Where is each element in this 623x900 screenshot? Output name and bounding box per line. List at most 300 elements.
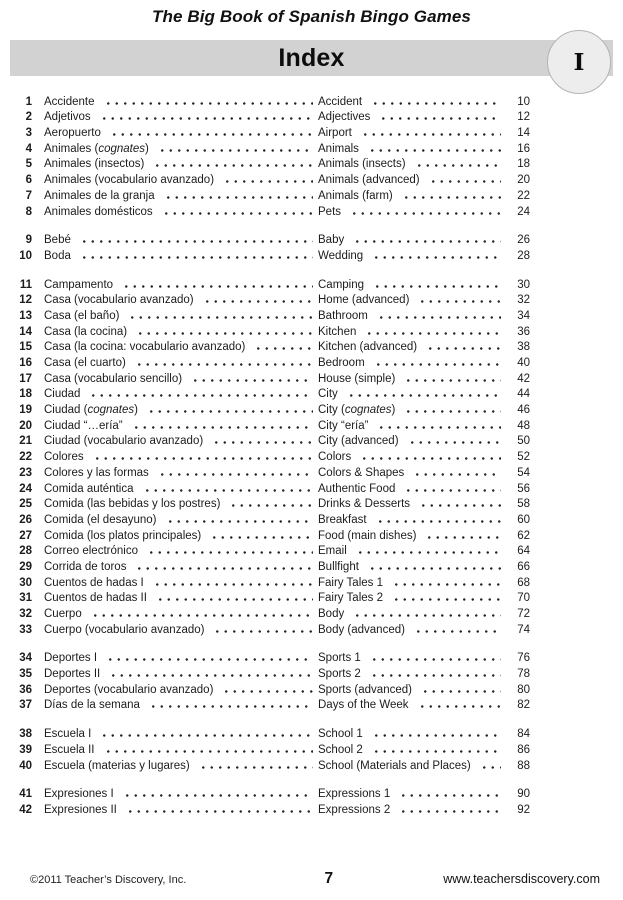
running-head-book-title: The Big Book of Spanish Bingo Games [152, 7, 471, 26]
dot-leader [126, 310, 313, 323]
index-row [0, 247, 623, 263]
entry-spanish-cell [44, 467, 318, 480]
index-row [0, 448, 623, 464]
entry-english-cell [318, 760, 506, 773]
entry-english-cell [318, 467, 506, 480]
entry-english-cell [318, 294, 506, 307]
index-row [0, 801, 623, 817]
dot-leader [377, 111, 501, 124]
dot-leader [156, 467, 313, 480]
entry-english-cell [318, 699, 506, 712]
entry-term-spanish: Ciudad (vocabulario avanzado) [44, 435, 204, 448]
entry-spanish-cell [44, 341, 318, 354]
entry-term-english: Animals (insects) [318, 158, 406, 171]
index-row [0, 339, 623, 355]
entry-term-english: Days of the Week [318, 699, 409, 712]
entry-page-number: 26 [517, 234, 530, 247]
entry-term-spanish: Aeropuerto [44, 127, 101, 140]
dot-leader [108, 127, 313, 140]
entry-term-spanish: Deportes II [44, 668, 101, 681]
entry-spanish-cell [44, 326, 318, 339]
entry-spanish-cell [44, 250, 318, 263]
entry-term-spanish: Animales domésticos [44, 205, 153, 218]
entry-page-number: 20 [517, 174, 530, 187]
entry-english-cell [318, 561, 506, 574]
entry-spanish-cell [44, 545, 318, 558]
entry-number: 25 [19, 498, 32, 511]
entry-english-cell [318, 788, 506, 801]
entry-spanish-cell [44, 310, 318, 323]
entry-number: 17 [19, 372, 32, 385]
index-row [0, 276, 623, 292]
entry-english-cell [318, 158, 506, 171]
entry-spanish-cell [44, 592, 318, 605]
entry-term-spanish: Ciudad “…ería” [44, 419, 123, 432]
entry-spanish-cell [44, 451, 318, 464]
index-row [0, 741, 623, 757]
index-row [0, 417, 623, 433]
dot-leader [370, 250, 501, 263]
entry-term-english: Animals [318, 142, 359, 155]
entry-term-spanish: Expresiones II [44, 803, 117, 816]
entry-page-number: 38 [517, 341, 530, 354]
entry-number: 36 [19, 683, 32, 696]
entry-english-cell [318, 326, 506, 339]
entry-page-number: 44 [517, 388, 530, 401]
entry-english-cell [318, 420, 506, 433]
entry-term-spanish: Accidente [44, 95, 95, 108]
index-row [0, 109, 623, 125]
entry-spanish-cell [44, 483, 318, 496]
entry-number: 1 [25, 95, 32, 108]
entry-page-number: 10 [517, 95, 530, 108]
entry-spanish-cell [44, 668, 318, 681]
entry-english-cell [318, 234, 506, 247]
index-row [0, 433, 623, 449]
dot-leader [211, 624, 313, 637]
entry-english-cell [318, 652, 506, 665]
entry-number: 16 [19, 357, 32, 369]
index-row [0, 621, 623, 637]
entry-spanish-cell [44, 294, 318, 307]
entry-term-spanish: Colores y las formas [44, 466, 149, 479]
entry-term-english: Wedding [318, 249, 364, 262]
index-row [0, 650, 623, 666]
dot-leader [145, 404, 313, 417]
entry-page-number: 16 [517, 142, 530, 155]
entry-term-spanish: Expresiones I [44, 788, 114, 801]
entry-term-spanish: Cuentos de hadas I [44, 576, 144, 589]
entry-number: 11 [19, 278, 32, 291]
entry-page-number: 42 [517, 372, 530, 385]
entry-spanish-cell [44, 652, 318, 665]
dot-leader [162, 190, 313, 203]
entry-english-cell [318, 341, 506, 354]
entry-page-number: 28 [517, 249, 530, 262]
dot-leader [371, 279, 501, 292]
entry-english-cell [318, 143, 506, 156]
dot-leader [210, 435, 313, 448]
dot-leader [369, 96, 501, 109]
entry-term-english: Email [318, 545, 347, 558]
entry-term-spanish: Comida (los platos principales) [44, 529, 202, 542]
entry-term-english: City [318, 388, 338, 401]
index-row [0, 786, 623, 802]
entry-spanish-cell [44, 684, 318, 697]
entry-page-number: 86 [517, 743, 530, 756]
entry-number: 40 [19, 759, 32, 772]
entry-page-number: 80 [517, 683, 530, 696]
dot-leader [348, 206, 501, 219]
index-row [0, 93, 623, 109]
entry-spanish-cell [44, 127, 318, 140]
entry-page-number: 88 [517, 759, 530, 772]
entry-number: 13 [19, 309, 32, 322]
dot-leader [98, 728, 313, 741]
entry-english-cell [318, 577, 506, 590]
index-row [0, 543, 623, 559]
entry-term-spanish: Días de la semana [44, 699, 140, 712]
entry-term-english: Sports 2 [318, 668, 361, 681]
dot-leader [390, 577, 501, 590]
dot-leader [189, 373, 313, 386]
entry-term-english: School (Materials and Places) [318, 759, 471, 772]
dot-leader [368, 652, 501, 665]
entry-spanish-cell [44, 206, 318, 219]
dot-leader [406, 435, 501, 448]
entry-term-english: Animals (advanced) [318, 174, 420, 187]
entry-term-spanish: Boda [44, 249, 71, 262]
index-row [0, 401, 623, 417]
entry-term-english: Expressions 2 [318, 803, 391, 816]
entry-spanish-cell [44, 608, 318, 621]
entry-term-spanish: Correo electrónico [44, 545, 138, 558]
entry-term-english: Airport [318, 127, 352, 140]
dot-leader [78, 250, 313, 263]
entry-spanish-cell [44, 388, 318, 401]
entry-term-english: Fairy Tales 1 [318, 576, 383, 589]
entry-number: 21 [19, 435, 32, 448]
entry-term-spanish: Comida (las bebidas y los postres) [44, 498, 221, 511]
dot-leader [366, 561, 501, 574]
entry-english-cell [318, 483, 506, 496]
index-row [0, 370, 623, 386]
entry-term-spanish: Campamento [44, 278, 114, 291]
index-row [0, 527, 623, 543]
dot-leader [87, 388, 313, 401]
dot-leader [102, 96, 313, 109]
entry-term-spanish: Escuela (materias y lugares) [44, 759, 190, 772]
entry-english-cell [318, 804, 506, 817]
entry-page-number: 68 [517, 576, 530, 589]
entry-english-cell [318, 279, 506, 292]
entry-spanish-cell [44, 744, 318, 757]
index-row [0, 605, 623, 621]
entry-spanish-cell [44, 498, 318, 511]
entry-term-spanish: Cuerpo (vocabulario avanzado) [44, 623, 205, 636]
entry-english-cell [318, 498, 506, 511]
entry-term-spanish: Casa (vocabulario sencillo) [44, 372, 183, 385]
entry-term-spanish: Deportes (vocabulario avanzado) [44, 683, 214, 696]
entry-page-number: 84 [517, 728, 530, 741]
entry-spanish-cell [44, 111, 318, 124]
entry-english-cell [318, 435, 506, 448]
dot-leader [402, 404, 501, 417]
entry-number: 39 [19, 743, 32, 756]
index-row [0, 140, 623, 156]
index-group [0, 276, 623, 637]
index-row [0, 323, 623, 339]
index-row [0, 725, 623, 741]
dot-leader [227, 498, 313, 511]
entry-page-number: 78 [517, 668, 530, 681]
copyright-notice: ©2011 Teacher’s Discovery, Inc. [30, 874, 187, 886]
entry-term-english: Pets [318, 205, 342, 218]
entry-english-cell [318, 514, 506, 527]
entry-term-spanish: Comida auténtica [44, 482, 134, 495]
entry-number: 4 [25, 142, 32, 155]
entry-page-number: 14 [517, 127, 530, 140]
entry-term-english: Body (advanced) [318, 623, 405, 636]
entry-number: 15 [19, 341, 32, 354]
index-row [0, 232, 623, 248]
dot-leader [133, 561, 313, 574]
dot-leader [120, 279, 313, 292]
index-row [0, 558, 623, 574]
entry-term-english: City “ería” [318, 419, 369, 432]
dot-leader [397, 804, 501, 817]
entry-page-number: 90 [517, 788, 530, 801]
entry-number: 31 [19, 592, 32, 605]
dot-leader [156, 143, 313, 156]
entry-page-number: 50 [517, 435, 530, 448]
entry-english-cell [318, 608, 506, 621]
entry-term-english: Camping [318, 278, 365, 291]
dot-leader [147, 699, 313, 712]
entry-term-spanish: Comida (el desayuno) [44, 513, 157, 526]
index-row [0, 187, 623, 203]
entry-number: 24 [19, 482, 32, 495]
entry-spanish-cell [44, 804, 318, 817]
entry-term-english: Authentic Food [318, 482, 396, 495]
entry-term-spanish: Casa (el baño) [44, 309, 120, 322]
entry-page-number: 32 [517, 294, 530, 307]
entry-term-english: Sports (advanced) [318, 683, 412, 696]
index-row [0, 464, 623, 480]
entry-term-spanish: Cuerpo [44, 608, 82, 620]
entry-number: 37 [19, 699, 32, 712]
index-row [0, 496, 623, 512]
entry-page-number: 70 [517, 592, 530, 605]
entry-english-cell [318, 96, 506, 109]
entry-term-english: City (cognates) [318, 404, 396, 417]
entry-english-cell [318, 174, 506, 187]
entry-english-cell [318, 545, 506, 558]
dot-leader [107, 668, 313, 681]
index-row [0, 697, 623, 713]
dot-leader [102, 744, 314, 757]
dot-leader [91, 451, 313, 464]
dot-leader [164, 514, 313, 527]
index-group [0, 93, 623, 219]
dot-leader [89, 608, 313, 621]
entry-english-cell [318, 624, 506, 637]
entry-term-spanish: Casa (vocabulario avanzado) [44, 294, 194, 307]
index-row [0, 590, 623, 606]
entry-term-english: Bullfight [318, 560, 359, 573]
index-row [0, 665, 623, 681]
index-row [0, 386, 623, 402]
entry-page-number: 72 [517, 608, 530, 620]
entry-spanish-cell [44, 158, 318, 171]
entry-term-spanish: Cuentos de hadas II [44, 592, 147, 605]
entry-spanish-cell [44, 624, 318, 637]
entry-spanish-cell [44, 514, 318, 527]
index-row [0, 203, 623, 219]
publisher-website: www.teachersdiscovery.com [443, 872, 600, 886]
entry-page-number: 46 [517, 404, 530, 417]
entry-term-english: Adjectives [318, 111, 371, 124]
entry-page-number: 82 [517, 699, 530, 712]
entry-spanish-cell [44, 190, 318, 203]
entry-term-spanish: Casa (la cocina: vocabulario avanzado) [44, 341, 246, 354]
dot-leader [134, 326, 313, 339]
entry-page-number: 92 [517, 803, 530, 816]
entry-number: 8 [25, 205, 32, 218]
index-row [0, 156, 623, 172]
dot-leader [201, 294, 313, 307]
index-group [0, 650, 623, 713]
entry-number: 2 [25, 111, 32, 124]
entry-page-number: 76 [517, 652, 530, 665]
entry-number: 12 [19, 294, 32, 307]
index-row [0, 681, 623, 697]
entry-spanish-cell [44, 143, 318, 156]
entry-term-english: Body [318, 608, 345, 620]
index-row [0, 307, 623, 323]
entry-term-spanish: Ciudad [44, 388, 81, 401]
index-row [0, 354, 623, 370]
entry-spanish-cell [44, 174, 318, 187]
entry-term-spanish: Escuela I [44, 728, 92, 741]
dot-leader [220, 684, 313, 697]
dot-leader [145, 545, 313, 558]
entry-page-number: 22 [517, 189, 530, 202]
entry-page-number: 60 [517, 513, 530, 526]
index-group [0, 786, 623, 817]
entry-number: 35 [19, 668, 32, 681]
entry-page-number: 58 [517, 498, 530, 511]
entry-term-english: Food (main dishes) [318, 529, 417, 542]
entry-term-spanish: Bebé [44, 234, 71, 247]
entry-number: 26 [19, 513, 32, 526]
entry-term-english: Baby [318, 234, 345, 247]
entry-spanish-cell [44, 760, 318, 773]
index-row [0, 480, 623, 496]
dot-leader [400, 190, 501, 203]
entry-spanish-cell [44, 234, 318, 247]
entry-english-cell [318, 404, 506, 417]
entry-number: 41 [19, 788, 32, 801]
entry-number: 10 [19, 249, 32, 262]
entry-english-cell [318, 357, 506, 370]
entry-number: 38 [19, 728, 32, 741]
entry-term-english: City (advanced) [318, 435, 399, 448]
dot-leader [478, 760, 501, 773]
entry-term-english: School 2 [318, 743, 363, 756]
entry-spanish-cell [44, 561, 318, 574]
entry-term-english: Accident [318, 95, 363, 108]
entry-number: 7 [25, 189, 32, 202]
entry-term-spanish: Colores [44, 451, 84, 464]
dot-leader [397, 788, 501, 801]
entry-spanish-cell [44, 530, 318, 543]
index-row [0, 574, 623, 590]
entry-term-english: Animals (farm) [318, 189, 393, 202]
index-row [0, 757, 623, 773]
entry-term-spanish: Animales (insectos) [44, 158, 145, 171]
index-group [0, 725, 623, 772]
entry-spanish-cell [44, 788, 318, 801]
index-group [0, 232, 623, 263]
entry-number: 3 [25, 127, 32, 140]
dot-leader [423, 530, 501, 543]
dot-leader [221, 174, 313, 187]
entry-english-cell [318, 592, 506, 605]
dot-leader [141, 483, 314, 496]
entry-english-cell [318, 388, 506, 401]
dot-leader [151, 577, 313, 590]
entry-english-cell [318, 668, 506, 681]
entry-term-spanish: Animales (vocabulario avanzado) [44, 174, 215, 187]
dot-leader [413, 158, 501, 171]
dot-leader [424, 341, 501, 354]
entry-term-spanish: Casa (el cuarto) [44, 357, 126, 369]
entry-page-number: 36 [517, 325, 530, 338]
entry-term-spanish: Corrida de toros [44, 560, 127, 573]
entry-term-english: School 1 [318, 728, 363, 741]
dot-leader [370, 744, 501, 757]
entry-term-english: Sports 1 [318, 652, 361, 665]
entry-page-number: 64 [517, 545, 530, 558]
entry-page-number: 74 [517, 623, 530, 636]
dot-leader [151, 158, 313, 171]
entry-number: 20 [19, 419, 32, 432]
entry-number: 23 [19, 466, 32, 479]
index-title-bar [10, 40, 613, 76]
index-row [0, 124, 623, 140]
index-list [0, 93, 623, 817]
entry-page-number: 56 [517, 482, 530, 495]
dot-leader [372, 357, 501, 370]
dot-leader [345, 388, 501, 401]
entry-english-cell [318, 728, 506, 741]
dot-leader [416, 699, 501, 712]
dot-leader [370, 728, 501, 741]
dot-leader [363, 326, 501, 339]
entry-english-cell [318, 111, 506, 124]
dot-leader [411, 467, 501, 480]
entry-english-cell [318, 744, 506, 757]
dot-leader [417, 498, 501, 511]
entry-english-cell [318, 530, 506, 543]
entry-page-number: 30 [517, 278, 530, 291]
entry-term-english: Colors [318, 451, 352, 464]
dot-leader [359, 127, 501, 140]
entry-english-cell [318, 451, 506, 464]
entry-english-cell [318, 684, 506, 697]
entry-number: 34 [19, 652, 32, 665]
